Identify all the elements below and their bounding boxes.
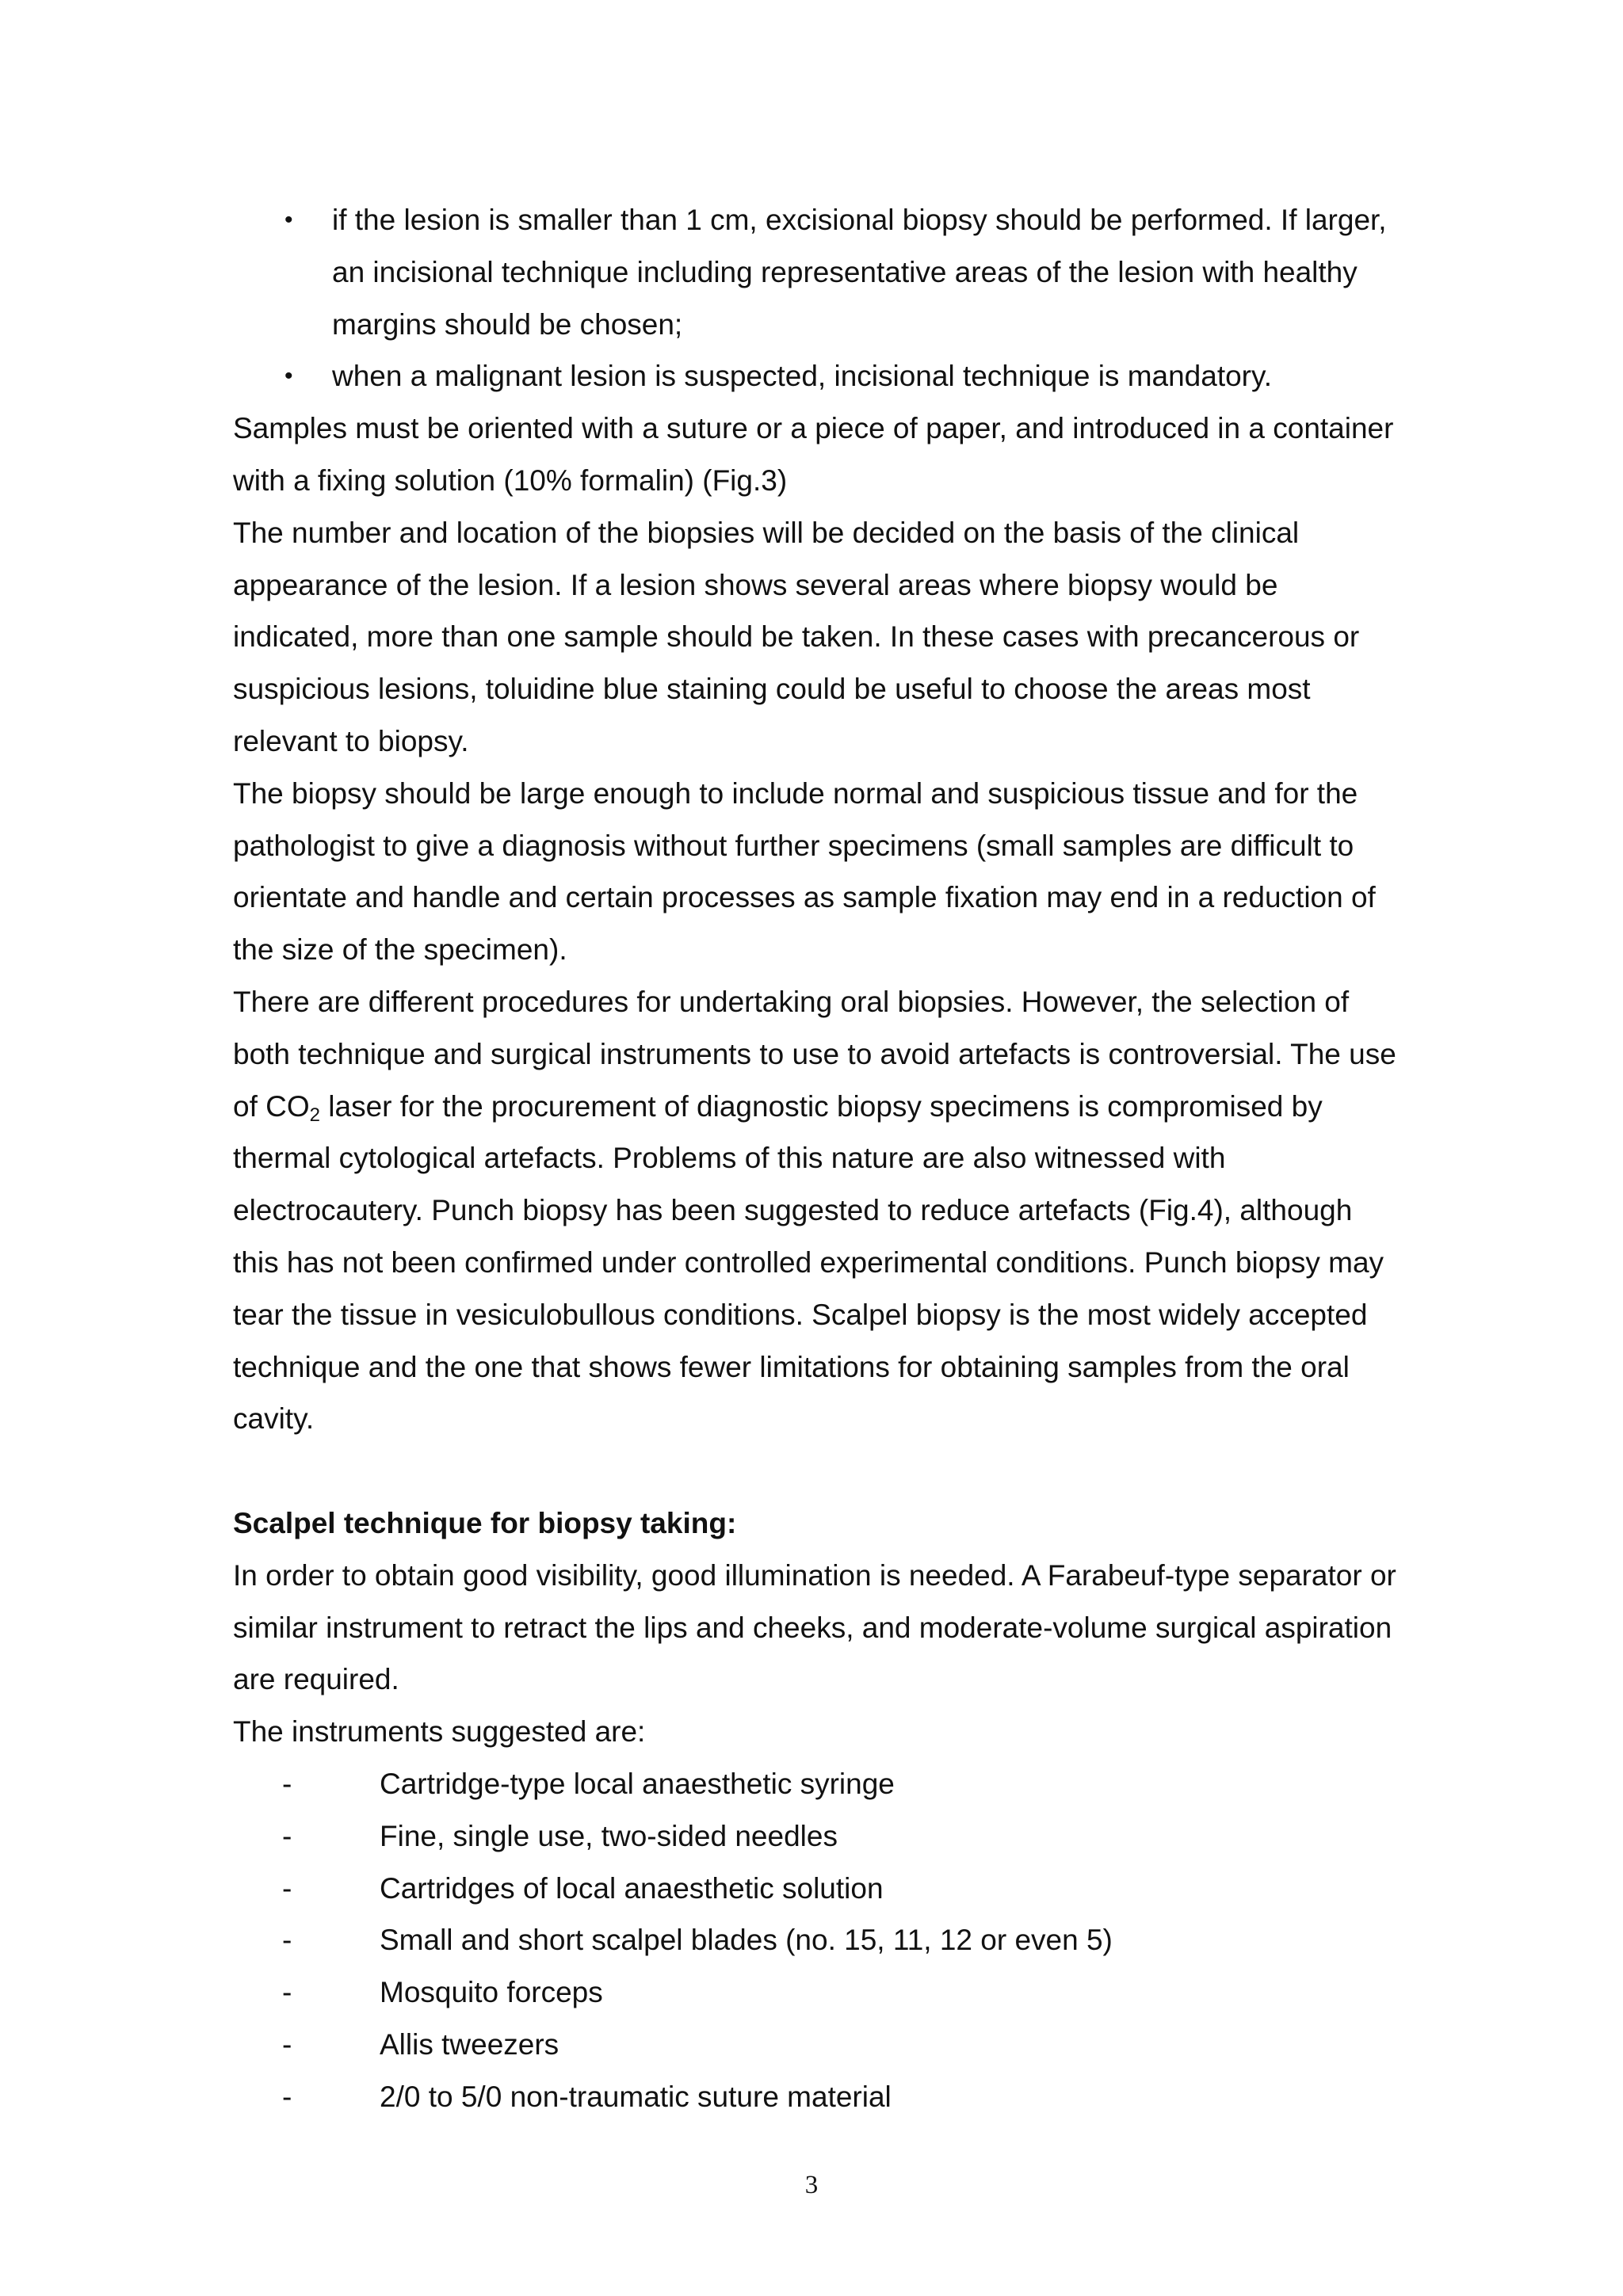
list-item — [233, 1966, 1398, 2019]
paragraph-biopsy-size: The biopsy should be large enough to include normal and suspicious tissue and for the pathologist to give a diagnosis without further specimens (small samples are difficult to orientate and handle and certain processes as sample fixation may end in a reduction of the size of the specimen). — [233, 776, 1376, 967]
bullet-dot-icon: • — [285, 363, 293, 390]
list-item — [233, 2071, 1398, 2123]
dash-marker: - — [282, 1976, 292, 2009]
dash-marker: - — [282, 1924, 292, 1957]
page-number: 3 — [804, 2171, 819, 2199]
paragraph-procedures-text-b: laser for the procurement of diagnostic biopsy specimens is compromised by thermal cytological artefacts. Problems of this nature are also witnessed with electrocautery. Punch biopsy has been suggested to reduce artefacts (Fig.4), although this has not been confirmed under controlled experimental conditions. Punch biopsy may tear the tissue in vesiculobullous conditions. Scalpel biopsy is the most widely accepted technique and the one that shows fewer limitations for obtaining samples from the oral cavity. — [233, 1089, 1384, 1436]
bullet-text: if the lesion is smaller than 1 cm, excisional biopsy should be performed. If larger, an incisional technique including representative areas of the lesion with healthy margins should be chosen; — [332, 204, 1387, 341]
bullet-text: when a malignant lesion is suspected, incisional technique is mandatory. — [332, 360, 1273, 393]
section-intro: In order to obtain good visibility, good illumination is needed. A Farabeuf-type separator or similar instrument to retract the lips and cheeks, and moderate-volume surgical aspiration are required. — [233, 1558, 1396, 1696]
bullet-item — [233, 350, 1398, 402]
list-item — [233, 2019, 1398, 2071]
page-content — [233, 194, 1398, 2122]
dash-marker: - — [282, 2080, 292, 2113]
instrument-text: Fine, single use, two-sided needles — [380, 1819, 838, 1852]
paragraph-procedures — [233, 976, 1398, 1445]
instrument-text: Allis tweezers — [380, 2027, 559, 2061]
instruments-intro: The instruments suggested are: — [233, 1715, 646, 1749]
list-item — [233, 1810, 1398, 1863]
instrument-text: Mosquito forceps — [380, 1976, 603, 2009]
paragraph-biopsy-number: The number and location of the biopsies will be decided on the basis of the clinical appearance of the lesion. If a lesion shows several areas where biopsy would be indicated, more than one sample should be taken. In these cases with precancerous or suspicious lesions, toluidine blue staining could be useful to choose the areas most relevant to biopsy. — [233, 516, 1360, 757]
paragraph-samples: Samples must be oriented with a suture or a piece of paper, and introduced in a container with a fixing solution (10% formalin) (Fig.3) — [233, 412, 1394, 497]
dash-marker: - — [282, 1819, 292, 1852]
section-heading: Scalpel technique for biopsy taking: — [233, 1506, 737, 1539]
bullet-item — [233, 194, 1398, 350]
instrument-text: 2/0 to 5/0 non-traumatic suture material — [380, 2080, 892, 2113]
list-item — [233, 1758, 1398, 1810]
instrument-text: Small and short scalpel blades (no. 15, 11, 12 or even 5) — [380, 1924, 1113, 1957]
paragraph-procedures-text-a: There are different procedures for undertaking oral biopsies. However, the selection of both technique and surgical instruments to use to avoid artefacts is controversial. The use of CO — [233, 985, 1396, 1123]
bullet-list — [233, 194, 1398, 402]
instrument-text: Cartridges of local anaesthetic solution — [380, 1871, 884, 1905]
bullet-dot-icon: • — [285, 207, 293, 233]
dash-marker: - — [282, 1871, 292, 1905]
instrument-text: Cartridge-type local anaesthetic syringe — [380, 1767, 895, 1800]
section-spacer — [233, 1445, 1398, 1497]
instruments-list — [233, 1758, 1398, 2123]
dash-marker: - — [282, 2027, 292, 2061]
dash-marker: - — [282, 1767, 292, 1800]
list-item — [233, 1914, 1398, 1966]
list-item — [233, 1863, 1398, 1915]
co2-subscript: 2 — [309, 1104, 320, 1126]
